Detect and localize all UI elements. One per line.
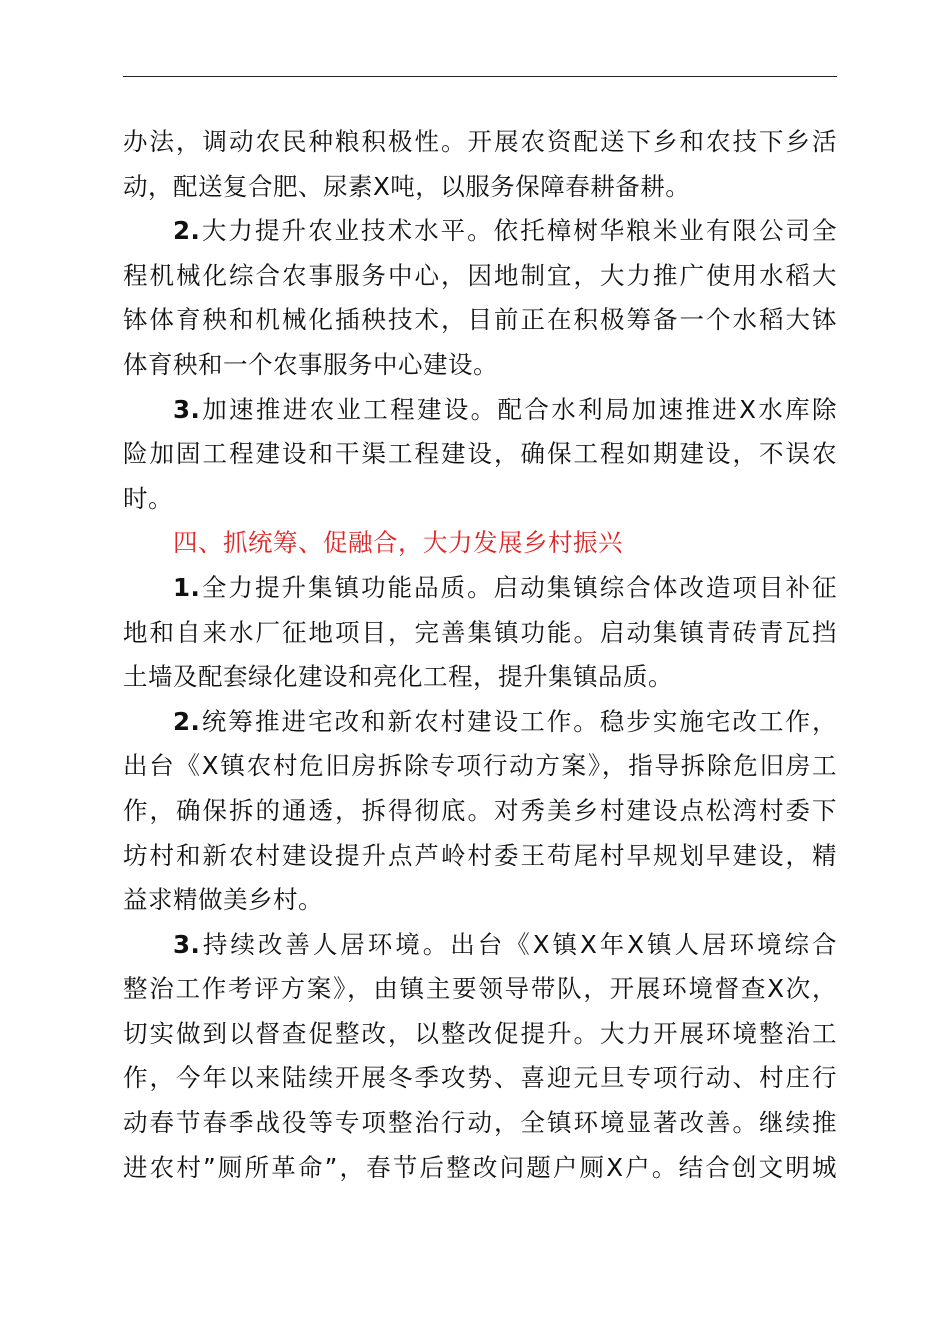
- item-number: 3.: [173, 929, 201, 959]
- text-line: 体育秧和一个农事服务中心建设。: [123, 349, 498, 379]
- header-rule: [123, 76, 837, 77]
- text-line: 程机械化综合农事服务中心，因地制宜，大力推广使用水稻大: [123, 260, 837, 290]
- text-line: 动春节春季战役等专项整治行动，全镇环境显著改善。继续推: [123, 1108, 837, 1138]
- item-number: 2.: [173, 216, 201, 246]
- text-line: 办法，调动农民种粮积极性。开展农资配送下乡和农技下乡活: [123, 127, 837, 156]
- paragraph-item-1-town-function: [123, 566, 837, 700]
- text-line: 进农村”厕所革命”，春节后整改问题户厕X户。结合创文明城: [123, 1152, 837, 1182]
- item-text: 统筹推进宅改和新农村建设工作。稳步实施宅改工作，: [200, 706, 837, 736]
- text-line: [123, 209, 837, 254]
- paragraph-item-3-agri-engineering: [123, 388, 837, 522]
- text-line: 险加固工程建设和干渠工程建设，确保工程如期建设，不误农: [123, 439, 837, 469]
- item-text: 全力提升集镇功能品质。启动集镇综合体改造项目补征: [200, 572, 837, 602]
- item-text: 持续改善人居环境。出台《X镇X年X镇人居环境综合: [200, 929, 837, 959]
- paragraph-item-2-agri-tech: [123, 209, 837, 387]
- text-line: 作，确保拆的通透，拆得彻底。对秀美乡村建设点松湾村委下: [123, 795, 837, 825]
- document-body: [123, 120, 837, 1190]
- text-line: 坊村和新农村建设提升点芦岭村委王苟尾村早规划早建设，精: [123, 840, 837, 870]
- text-line: 整治工作考评方案》，由镇主要领导带队，开展环境督查X次，: [123, 974, 837, 1004]
- item-text: 加速推进农业工程建设。配合水利局加速推进X水库除: [200, 394, 837, 424]
- text-line: [123, 700, 837, 745]
- text-line: 益求精做美乡村。: [123, 885, 323, 915]
- paragraph-item-3-living-environment: [123, 923, 837, 1191]
- text-line: 钵体育秧和机械化插秧技术，目前正在积极筹备一个水稻大钵: [123, 305, 837, 335]
- text-line: [123, 923, 837, 968]
- text-line: [123, 388, 837, 433]
- text-line: 土墙及配套绿化建设和亮化工程，提升集镇品质。: [123, 662, 673, 692]
- text-line: 时。: [123, 483, 173, 513]
- item-number: 3.: [173, 394, 201, 424]
- section-heading-text: 四、抓统筹、促融合，大力发展乡村振兴: [173, 528, 623, 558]
- section-heading: [123, 521, 837, 566]
- text-line: 动，配送复合肥、尿素X吨，以服务保障春耕备耕。: [123, 171, 691, 201]
- item-number: 1.: [173, 572, 201, 602]
- item-text: 大力提升农业技术水平。依托樟树华粮米业有限公司全: [200, 216, 837, 246]
- text-line: [123, 566, 837, 611]
- text-line: 地和自来水厂征地项目，完善集镇功能。启动集镇青砖青瓦挡: [123, 617, 837, 647]
- item-number: 2.: [173, 706, 201, 736]
- paragraph-item-2-housing-reform: [123, 700, 837, 923]
- text-line: 切实做到以督查促整改，以整改促提升。大力开展环境整治工: [123, 1018, 837, 1048]
- paragraph-continuation: [123, 120, 837, 209]
- text-line: 作，今年以来陆续开展冬季攻势、喜迎元旦专项行动、村庄行: [123, 1063, 837, 1093]
- text-line: 出台《X镇农村危旧房拆除专项行动方案》，指导拆除危旧房工: [123, 751, 837, 781]
